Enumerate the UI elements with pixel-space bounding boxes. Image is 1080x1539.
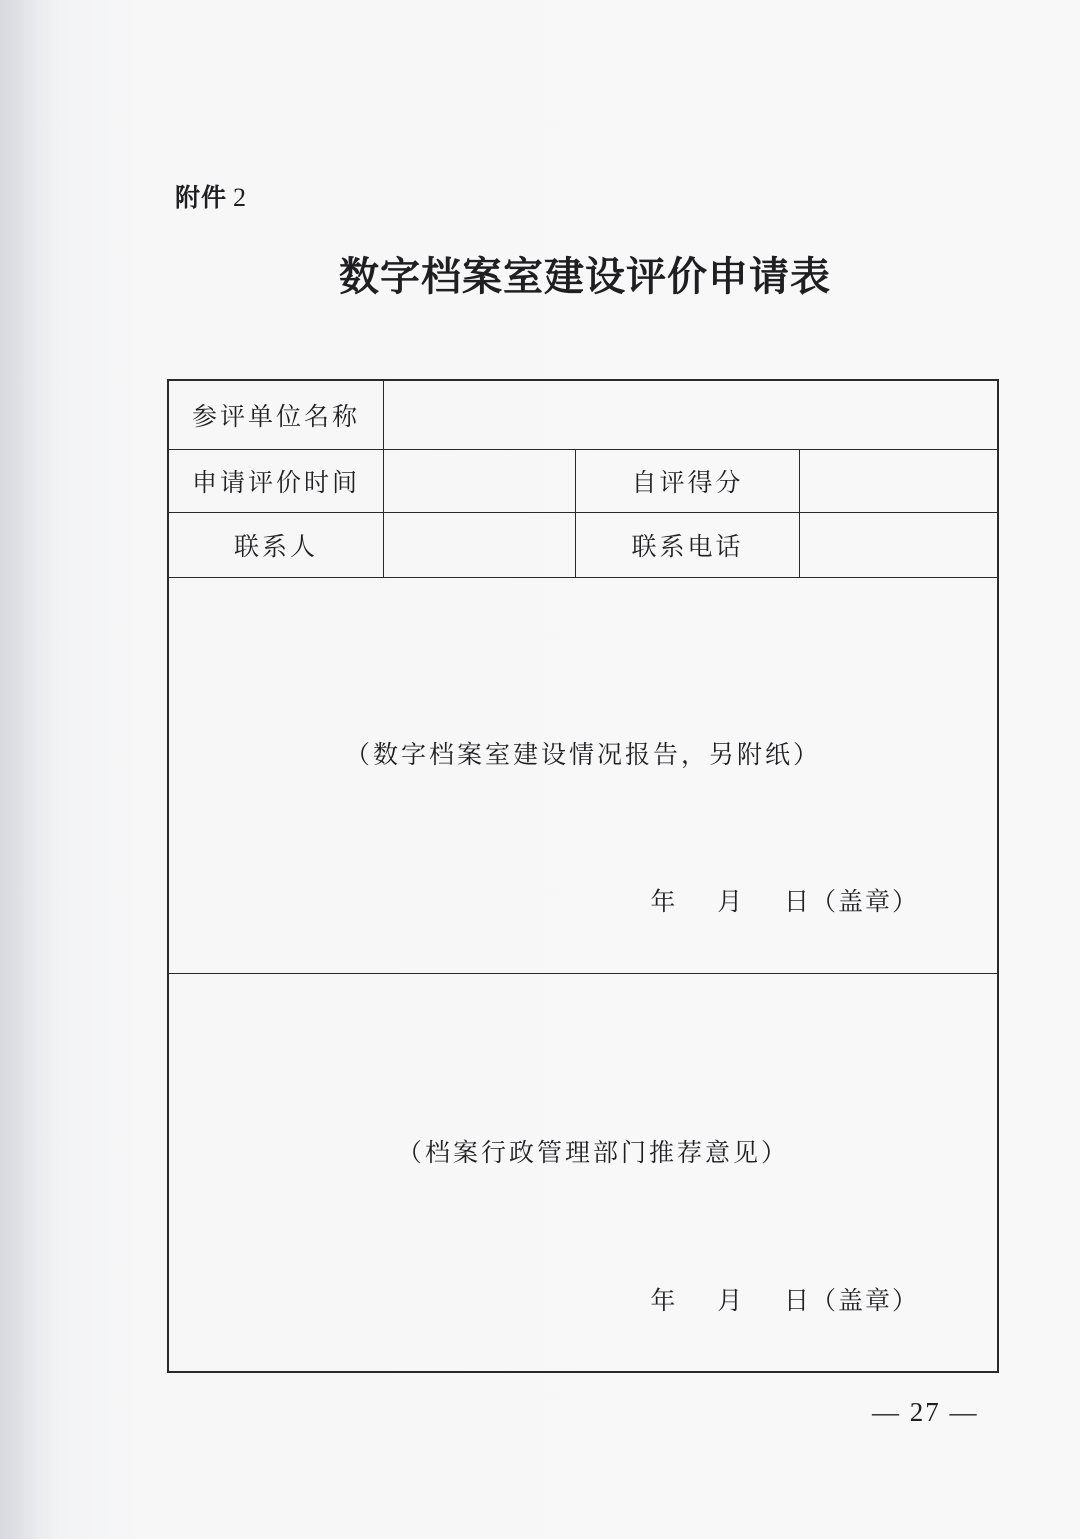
report-date-stamp: 年 月 日（盖章） [650, 887, 919, 916]
attachment-label-text: 附件 [175, 183, 228, 212]
self-score-label: 自评得分 [576, 449, 800, 512]
application-form-table [167, 379, 999, 1373]
opinion-note: （档案行政管理部门推荐意见） [396, 1138, 789, 1167]
contact-field[interactable] [384, 512, 576, 577]
form-row-time-score [169, 449, 997, 513]
binding-shadow [0, 0, 60, 1539]
apply-time-field[interactable] [384, 449, 576, 512]
attachment-label [175, 178, 247, 214]
form-row-unit [169, 381, 997, 450]
opinion-block[interactable] [169, 973, 997, 1371]
unit-name-field[interactable] [384, 381, 997, 449]
phone-field[interactable] [800, 512, 997, 577]
contact-label: 联系人 [169, 512, 384, 577]
form-row-contact [169, 512, 997, 578]
document-title: 数字档案室建设评价申请表 [339, 254, 831, 300]
unit-name-label: 参评单位名称 [169, 381, 384, 449]
self-score-field[interactable] [800, 449, 997, 512]
opinion-date-stamp: 年 月 日（盖章） [650, 1286, 919, 1315]
report-note: （数字档案室建设情况报告，另附纸） [344, 740, 821, 769]
phone-label: 联系电话 [576, 512, 800, 577]
page-number: — 27 — [872, 1397, 979, 1427]
report-block[interactable] [169, 577, 997, 974]
apply-time-label: 申请评价时间 [169, 449, 384, 512]
attachment-number: 2 [233, 183, 248, 212]
